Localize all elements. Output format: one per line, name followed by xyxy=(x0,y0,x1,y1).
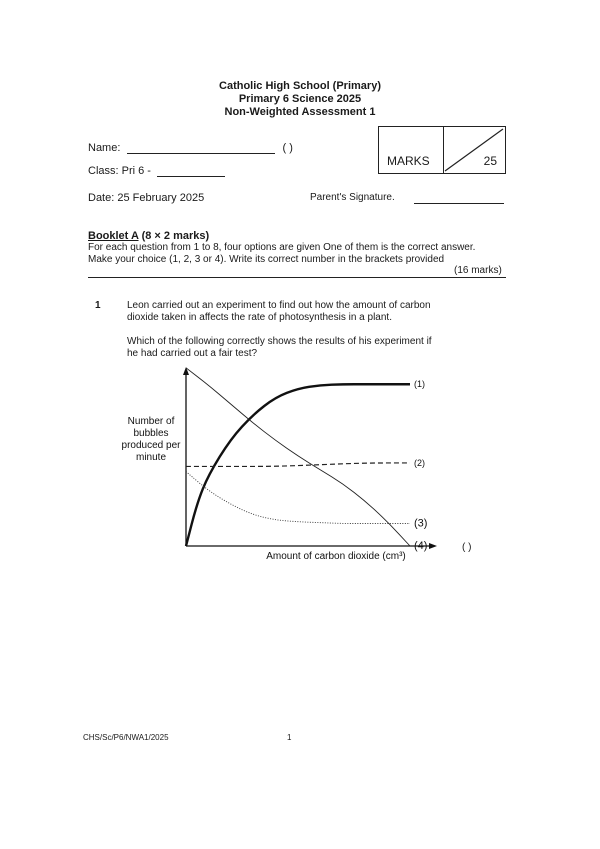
graph-series xyxy=(186,368,410,546)
school-name: Catholic High School (Primary) xyxy=(219,80,381,92)
y-axis-label-line: minute xyxy=(135,452,167,463)
marks-total: 25 xyxy=(483,154,497,168)
date-text: Date: 25 February 2025 xyxy=(88,192,205,204)
x-axis-label: Amount of carbon dioxide (cm³) xyxy=(266,551,406,562)
class-label: Class: Pri 6 - xyxy=(88,165,151,177)
paper-title: Primary 6 Science 2025 xyxy=(238,93,362,105)
series-label-2: (2) xyxy=(414,457,425,468)
assessment-title: Non-Weighted Assessment 1 xyxy=(224,106,376,118)
question-number: 1 xyxy=(95,300,101,311)
series-line-3 xyxy=(186,472,410,524)
name-label: Name: xyxy=(88,142,121,154)
page-number: 1 xyxy=(287,733,292,742)
series-line-2 xyxy=(186,463,410,466)
y-axis-label-line: Number of xyxy=(127,416,175,427)
register-number-bracket: ( ) xyxy=(282,142,293,154)
footer-code: CHS/Sc/P6/NWA1/2025 xyxy=(83,733,169,742)
marks-label: MARKS xyxy=(387,154,430,168)
graph-axes xyxy=(183,367,437,549)
signature-label: Parent's Signature. xyxy=(310,192,395,203)
question-text-1: Leon carried out an experiment to find out how the amount of carbon xyxy=(127,300,431,311)
booklet-marks-allocation: (8 × 2 marks) xyxy=(138,230,210,242)
booklet-total-marks: (16 marks) xyxy=(454,265,502,276)
booklet-instruction-1: For each question from 1 to 8, four options are given One of them is the correct answer. xyxy=(88,242,476,253)
question-prompt-1: Which of the following correctly shows the results of his experiment if xyxy=(127,336,432,347)
booklet-title: Booklet A xyxy=(88,230,139,242)
answer-bracket[interactable]: ( ) xyxy=(462,542,472,553)
question-prompt-2: he had carried out a fair test? xyxy=(127,348,258,359)
question-text-2: dioxide taken in affects the rate of photosynthesis in a plant. xyxy=(127,312,392,323)
series-label-4: (4) xyxy=(414,540,428,552)
x-axis-arrow xyxy=(429,543,437,549)
y-axis-label xyxy=(122,416,182,463)
series-label-1: (1) xyxy=(414,379,425,390)
booklet-instruction-2: Make your choice (1, 2, 3 or 4). Write its correct number in the brackets provided xyxy=(88,254,445,265)
series-label-3: (3) xyxy=(414,517,428,530)
y-axis-label-line: produced per xyxy=(121,440,181,451)
graph-series-labels xyxy=(414,379,427,552)
y-axis-label-line: bubbles xyxy=(133,428,169,439)
